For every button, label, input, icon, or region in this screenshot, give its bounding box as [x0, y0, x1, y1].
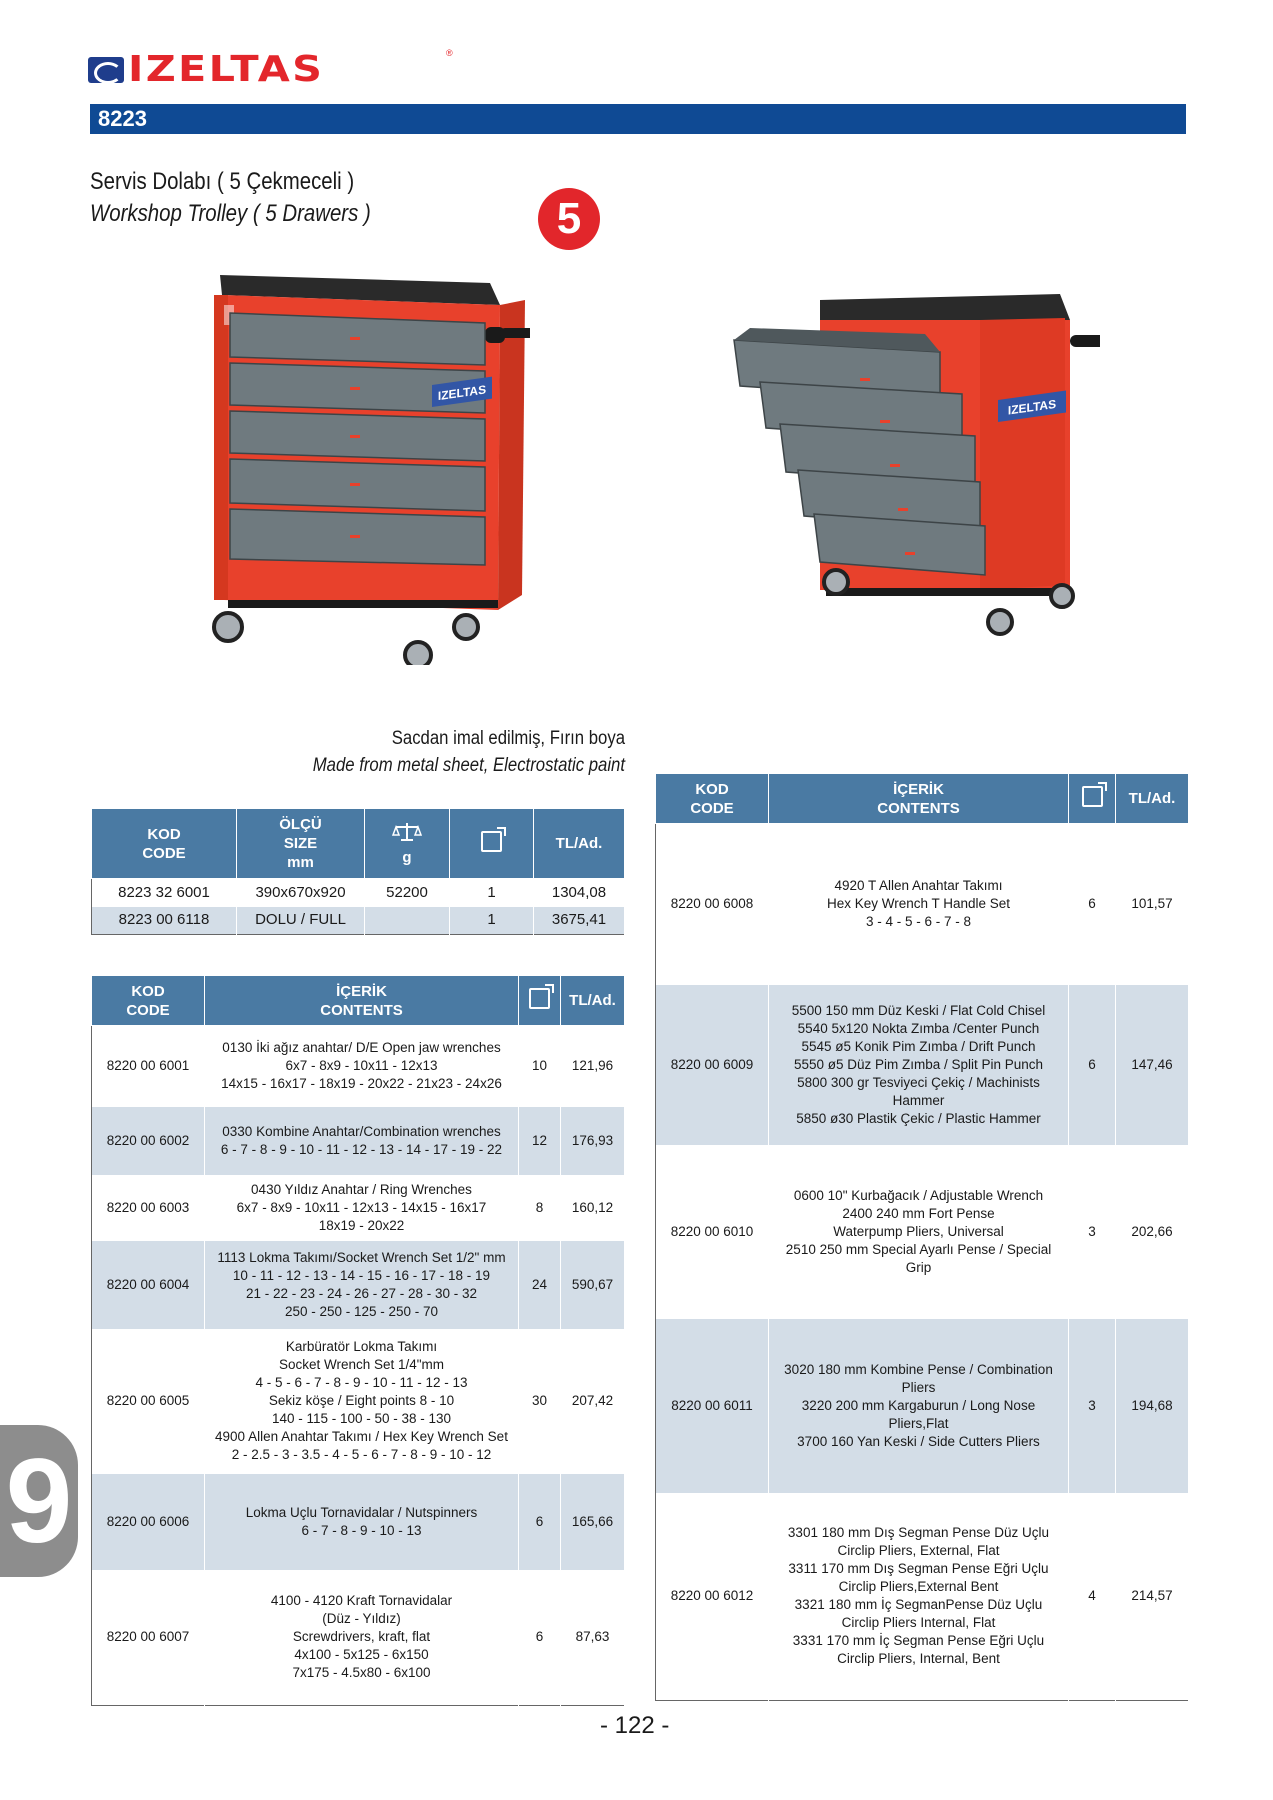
item-contents-cell	[205, 1474, 519, 1570]
spec-size-cell: DOLU / FULL	[237, 907, 365, 935]
table-row	[656, 1493, 1189, 1701]
spec-qty-cell: 1	[450, 879, 534, 907]
brand-logo	[88, 48, 453, 90]
item-contents-line: Lokma Uçlu Tornavidalar / Nutspinners	[245, 1504, 478, 1520]
item-qty-cell: 3	[1069, 1319, 1116, 1493]
item-qty-cell: 6	[519, 1570, 561, 1706]
item-price-cell: 176,93	[561, 1107, 625, 1175]
item-contents-line: 3700 160 Yan Keski / Side Cutters Pliers	[797, 1433, 1040, 1449]
item-contents-line: 14x15 - 16x17 - 18x19 - 20x22 - 21x23 - 24x26	[221, 1076, 502, 1092]
item-qty-cell: 6	[1069, 824, 1116, 985]
item-contents-cell	[205, 1175, 519, 1241]
header-kod-label: KOD	[695, 780, 729, 798]
item-contents-line: 7x175 - 4.5x80 - 6x100	[292, 1665, 431, 1681]
header-code-label: CODE	[126, 1001, 170, 1019]
spec-size-cell: 390x670x920	[237, 879, 365, 907]
drawer-count-badge: 5	[538, 188, 600, 250]
item-contents-cell	[769, 985, 1069, 1145]
header-icerik-label: İÇERİK	[893, 780, 944, 798]
contents-header-contents	[769, 774, 1069, 824]
item-contents-line: 3321 180 mm İç SegmanPense Düz Uçlu	[794, 1597, 1043, 1613]
item-contents-line: (Düz - Yıldız)	[322, 1611, 401, 1627]
package-icon	[1082, 786, 1103, 807]
item-contents-cell	[769, 1319, 1069, 1493]
item-contents-line: 4100 - 4120 Kraft Tornavidalar	[270, 1593, 453, 1609]
contents-header-price: TL/Ad.	[1116, 774, 1189, 824]
title-english: Workshop Trolley ( 5 Drawers )	[90, 200, 371, 227]
item-code-cell: 8220 00 6009	[656, 985, 769, 1145]
item-price-cell: 202,66	[1116, 1145, 1189, 1319]
item-contents-line: 10 - 11 - 12 - 13 - 14 - 15 - 16 - 17 - 18 - 19	[232, 1267, 491, 1283]
description-english: Made from metal sheet, Electrostatic paint	[312, 755, 625, 776]
item-qty-cell: 3	[1069, 1145, 1116, 1319]
item-contents-cell	[205, 1026, 519, 1107]
item-contents-line: 6x7 - 8x9 - 10x11 - 12x13 - 14x15 - 16x17	[236, 1199, 487, 1215]
header-size-label: SIZE	[283, 835, 318, 852]
package-icon	[481, 831, 502, 852]
contents-header-code	[92, 976, 205, 1026]
item-contents-line: 3 - 4 - 5 - 6 - 7 - 8	[865, 914, 972, 930]
item-code-cell: 8220 00 6012	[656, 1493, 769, 1701]
header-kod-label: KOD	[131, 982, 165, 1000]
spec-header-weight	[365, 809, 450, 879]
item-contents-line: 6 - 7 - 8 - 9 - 10 - 11 - 12 - 13 - 14 - 17 - 19 - 22	[220, 1141, 503, 1157]
item-contents-line: 0430 Yıldız Anahtar / Ring Wrenches	[251, 1181, 472, 1197]
item-code-cell: 8220 00 6006	[92, 1474, 205, 1570]
item-contents-line: 6x7 - 8x9 - 10x11 - 12x13	[285, 1058, 438, 1074]
item-qty-cell: 24	[519, 1241, 561, 1329]
header-contents-label: CONTENTS	[320, 1001, 403, 1019]
item-contents-line: 6 - 7 - 8 - 9 - 10 - 13	[301, 1522, 422, 1538]
item-code-cell: 8220 00 6011	[656, 1319, 769, 1493]
header-contents-label: CONTENTS	[877, 799, 960, 817]
left-contents-table	[91, 975, 625, 1706]
brand-name: IZELTAS	[128, 49, 325, 90]
item-contents-line: 250 - 250 - 125 - 250 - 70	[284, 1303, 439, 1319]
spec-table	[91, 808, 625, 935]
right-contents-table	[655, 773, 1189, 1701]
trolley-closed-brand-label: IZELTAS	[437, 382, 487, 404]
item-price-cell: 101,57	[1116, 824, 1189, 985]
item-qty-cell: 10	[519, 1026, 561, 1107]
item-code-cell: 8220 00 6008	[656, 824, 769, 985]
table-row	[92, 1329, 625, 1474]
header-code-label: CODE	[142, 844, 186, 862]
item-price-cell: 87,63	[561, 1570, 625, 1706]
description-turkish: Sacdan imal edilmiş, Fırın boya	[391, 728, 625, 749]
item-contents-line: 3331 170 mm İç Segman Pense Eğri Uçlu	[792, 1633, 1045, 1649]
spec-price-cell: 3675,41	[534, 907, 625, 935]
item-qty-cell: 12	[519, 1107, 561, 1175]
item-contents-line: Circlip Pliers Internal, Flat	[841, 1615, 996, 1631]
table-row	[92, 907, 625, 935]
item-qty-cell: 30	[519, 1329, 561, 1474]
item-contents-line: 0130 İki ağız anahtar/ D/E Open jaw wrenches	[222, 1040, 501, 1056]
item-contents-cell	[205, 1107, 519, 1175]
item-price-cell: 160,12	[561, 1175, 625, 1241]
item-code-cell: 8220 00 6002	[92, 1107, 205, 1175]
item-price-cell: 194,68	[1116, 1319, 1189, 1493]
item-qty-cell: 6	[1069, 985, 1116, 1145]
contents-header-code	[656, 774, 769, 824]
item-code-cell: 8220 00 6010	[656, 1145, 769, 1319]
item-contents-line: Pliers,Flat	[888, 1415, 949, 1431]
spec-header-code	[92, 809, 237, 879]
spec-qty-cell: 1	[450, 907, 534, 935]
item-contents-line: Circlip Pliers, Internal, Bent	[837, 1651, 1000, 1667]
item-price-cell: 207,42	[561, 1329, 625, 1474]
spec-price-cell: 1304,08	[534, 879, 625, 907]
item-contents-line: Waterpump Pliers, Universal	[833, 1223, 1004, 1239]
item-contents-line: 2510 250 mm Special Ayarlı Pense / Special	[785, 1241, 1052, 1257]
item-contents-line: 0330 Kombine Anahtar/Combination wrenches	[222, 1123, 501, 1139]
item-contents-line: 4x100 - 5x125 - 6x150	[294, 1647, 429, 1663]
spec-header-size	[237, 809, 365, 879]
header-g-label: g	[402, 848, 412, 866]
table-row	[656, 824, 1189, 985]
header-mm-label: mm	[287, 854, 314, 871]
item-price-cell: 147,46	[1116, 985, 1189, 1145]
table-row	[92, 1570, 625, 1706]
item-contents-line: Karbüratör Lokma Takımı	[285, 1339, 438, 1354]
item-contents-line: 5500 150 mm Düz Keski / Flat Cold Chisel	[791, 1002, 1046, 1018]
contents-header-price: TL/Ad.	[561, 976, 625, 1026]
trolley-open-brand-label: IZELTAS	[1007, 396, 1057, 418]
trolley-open-image	[730, 290, 1100, 650]
item-contents-line: 4900 Allen Anahtar Takımı / Hex Key Wrench Set	[215, 1429, 508, 1444]
item-contents-cell	[205, 1241, 519, 1329]
contents-header-qty	[519, 976, 561, 1026]
title-turkish: Servis Dolabı ( 5 Çekmeceli )	[90, 168, 355, 195]
item-contents-line: 4 - 5 - 6 - 7 - 8 - 9 - 10 - 11 - 12 - 13	[255, 1375, 468, 1390]
table-row	[656, 985, 1189, 1145]
table-row	[92, 1107, 625, 1175]
item-code-cell: 8220 00 6007	[92, 1570, 205, 1706]
item-price-cell: 214,57	[1116, 1493, 1189, 1701]
table-row	[92, 1241, 625, 1329]
item-contents-line: Circlip Pliers, External, Flat	[837, 1543, 1000, 1559]
trolley-closed-image	[200, 265, 530, 665]
section-tab: 9	[0, 1425, 78, 1577]
header-olcu-label: ÖLÇÜ	[279, 816, 322, 833]
item-contents-line: 5850 ø30 Plastik Çekic / Plastic Hammer	[796, 1110, 1041, 1126]
item-contents-cell	[205, 1329, 519, 1474]
item-qty-cell: 8	[519, 1175, 561, 1241]
item-contents-line: 1113 Lokma Takımı/Socket Wrench Set 1/2" mm	[217, 1249, 506, 1265]
item-contents-line: Socket Wrench Set 1/4"mm	[278, 1357, 445, 1372]
item-contents-line: Hammer	[892, 1092, 945, 1108]
item-code-cell: 8220 00 6005	[92, 1329, 205, 1474]
item-contents-line: 5540 5x120 Nokta Zımba /Center Punch	[797, 1020, 1040, 1036]
brand-mark-icon	[88, 57, 124, 83]
item-contents-cell	[769, 1145, 1069, 1319]
item-contents-line: 5545 ø5 Konik Pim Zımba / Drift Punch	[801, 1038, 1036, 1054]
item-contents-line: 3311 170 mm Dış Segman Pense Eğri Uçlu	[788, 1561, 1049, 1577]
product-code-bar: 8223	[90, 104, 1186, 134]
item-contents-line: Hex Key Wrench T Handle Set	[826, 896, 1011, 912]
table-row	[92, 879, 625, 907]
table-row	[92, 1026, 625, 1107]
contents-header-contents	[205, 976, 519, 1026]
table-row	[92, 1474, 625, 1570]
item-qty-cell: 4	[1069, 1493, 1116, 1701]
item-contents-line: 140 - 115 - 100 - 50 - 38 - 130	[271, 1411, 452, 1426]
item-contents-line: 4920 T Allen Anahtar Takımı	[834, 878, 1003, 894]
item-contents-line: 3301 180 mm Dış Segman Pense Düz Uçlu	[787, 1525, 1050, 1541]
item-contents-line: 3020 180 mm Kombine Pense / Combination	[784, 1361, 1053, 1377]
spec-code-cell: 8223 32 6001	[92, 879, 237, 907]
item-contents-line: Screwdrivers, kraft, flat	[292, 1629, 431, 1645]
item-contents-line: 21 - 22 - 23 - 24 - 26 - 27 - 28 - 30 - 32	[245, 1285, 478, 1301]
item-contents-cell	[769, 1493, 1069, 1701]
item-price-cell: 165,66	[561, 1474, 625, 1570]
item-contents-line: 3220 200 mm Kargaburun / Long Nose	[801, 1397, 1036, 1413]
item-contents-line: 18x19 - 20x22	[318, 1217, 405, 1233]
item-code-cell: 8220 00 6001	[92, 1026, 205, 1107]
spec-code-cell: 8223 00 6118	[92, 907, 237, 935]
brand-registered: ®	[446, 48, 453, 58]
table-row	[92, 1175, 625, 1241]
item-contents-cell	[205, 1570, 519, 1706]
spec-header-price: TL/Ad.	[534, 809, 625, 879]
item-contents-line: Grip	[905, 1259, 932, 1275]
item-qty-cell: 6	[519, 1474, 561, 1570]
page-number: - 122 -	[600, 1712, 670, 1739]
item-contents-line: Pliers	[901, 1379, 936, 1395]
contents-header-qty	[1069, 774, 1116, 824]
scale-icon	[392, 821, 422, 843]
item-code-cell: 8220 00 6003	[92, 1175, 205, 1241]
header-icerik-label: İÇERİK	[336, 982, 387, 1000]
item-code-cell: 8220 00 6004	[92, 1241, 205, 1329]
spec-header-qty	[450, 809, 534, 879]
item-contents-line: 5800 300 gr Tesviyeci Çekiç / Machinists	[797, 1074, 1040, 1090]
item-price-cell: 121,96	[561, 1026, 625, 1107]
spec-weight-cell	[365, 907, 450, 935]
item-contents-cell	[769, 824, 1069, 985]
spec-weight-cell: 52200	[365, 879, 450, 907]
header-kod-label: KOD	[147, 825, 181, 843]
item-contents-line: 0600 10" Kurbağacık / Adjustable Wrench	[793, 1187, 1044, 1203]
item-contents-line: Circlip Pliers,External Bent	[838, 1579, 999, 1595]
table-row	[656, 1319, 1189, 1493]
item-contents-line: 5550 ø5 Düz Pim Zımba / Split Pin Punch	[793, 1056, 1044, 1072]
item-contents-line: 2400 240 mm Fort Pense	[842, 1205, 995, 1221]
package-icon	[529, 988, 550, 1009]
item-price-cell: 590,67	[561, 1241, 625, 1329]
header-code-label: CODE	[690, 799, 734, 817]
item-contents-line: Sekiz köşe / Eight points 8 - 10	[268, 1393, 455, 1408]
item-contents-line: 2 - 2.5 - 3 - 3.5 - 4 - 5 - 6 - 7 - 8 - 9 - 10 - 12	[231, 1447, 492, 1462]
table-row	[656, 1145, 1189, 1319]
